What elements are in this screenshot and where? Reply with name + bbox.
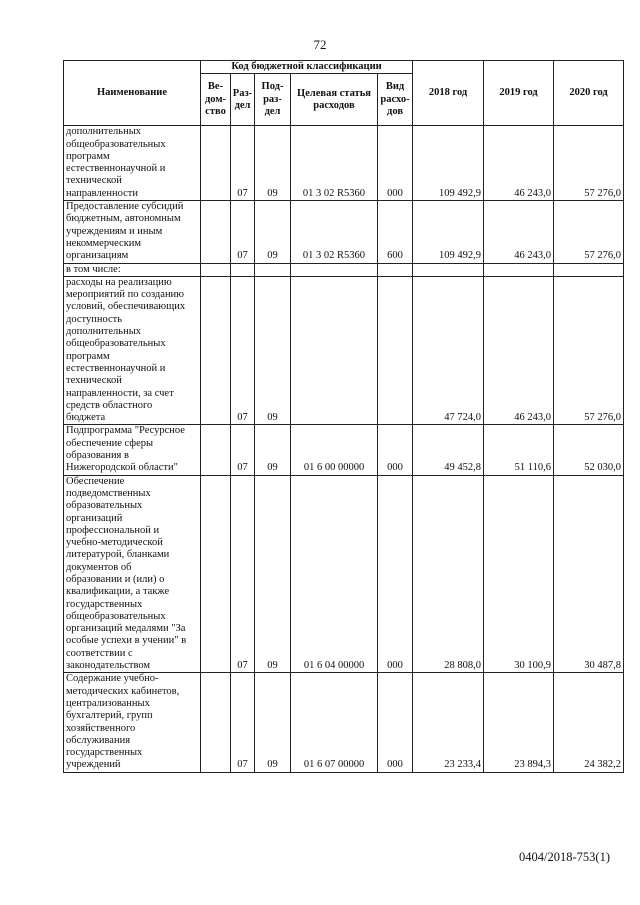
row-vid: 000 <box>378 475 413 673</box>
table-row <box>64 126 624 201</box>
row-ved <box>201 673 231 772</box>
row-2020: 30 487,8 <box>554 475 624 673</box>
row-ved <box>201 276 231 425</box>
row-2019: 46 243,0 <box>484 126 554 201</box>
budget-table <box>63 60 624 773</box>
row-razdel: 07 <box>231 126 255 201</box>
row-2019 <box>484 263 554 276</box>
row-2018 <box>413 263 484 276</box>
row-2019: 30 100,9 <box>484 475 554 673</box>
row-podrazdel: 09 <box>255 126 291 201</box>
row-2019: 51 110,6 <box>484 425 554 475</box>
row-celevaya: 01 6 00 00000 <box>291 425 378 475</box>
row-2018: 109 492,9 <box>413 126 484 201</box>
row-celevaya <box>291 276 378 425</box>
table-row <box>64 475 624 673</box>
row-razdel <box>231 263 255 276</box>
row-2018: 47 724,0 <box>413 276 484 425</box>
row-ved <box>201 425 231 475</box>
row-ved <box>201 126 231 201</box>
row-razdel: 07 <box>231 201 255 263</box>
row-razdel: 07 <box>231 475 255 673</box>
table-header <box>64 61 624 126</box>
row-2018: 49 452,8 <box>413 425 484 475</box>
header-vid: Вид расхо- дов <box>378 74 413 126</box>
row-podrazdel: 09 <box>255 475 291 673</box>
row-vid: 600 <box>378 201 413 263</box>
header-name: Наименование <box>64 61 201 126</box>
row-ved <box>201 201 231 263</box>
row-name: дополнительных общеобразовательных программ естественнонаучной и технической направленности <box>64 126 201 201</box>
row-celevaya: 01 3 02 R5360 <box>291 126 378 201</box>
header-razdel: Раз- дел <box>231 74 255 126</box>
page-number: 72 <box>313 37 327 52</box>
row-name: расходы на реализацию мероприятий по созданию условий, обеспечивающих доступность дополнительных общеобразовательных программ естественнонаучной и технической направленности, за счет средств областного бюджета <box>64 276 201 425</box>
table-row <box>64 425 624 475</box>
row-vid: 000 <box>378 126 413 201</box>
row-vid <box>378 276 413 425</box>
row-name: в том числе: <box>64 263 201 276</box>
row-name: Содержание учебно- методических кабинетов, централизованных бухгалтерий, групп хозяйственного обслуживания государственных учреждений <box>64 673 201 772</box>
row-2020: 57 276,0 <box>554 276 624 425</box>
header-podrazdel: Под- раз- дел <box>255 74 291 126</box>
row-2019: 46 243,0 <box>484 276 554 425</box>
row-2020: 57 276,0 <box>554 126 624 201</box>
table-row <box>64 263 624 276</box>
row-podrazdel: 09 <box>255 276 291 425</box>
row-2018: 109 492,9 <box>413 201 484 263</box>
row-ved <box>201 475 231 673</box>
header-2019: 2019 год <box>484 61 554 126</box>
header-celevaya: Целевая статья расходов <box>291 74 378 126</box>
row-name: Обеспечение подведомственных образовательных организаций профессиональной и учебно-методической литературой, бланками документов об образовании и (или) о квалификации, а также государственных общеобразовательных организаций медалями "За особые успехи в учении" в соответствии с законодательством <box>64 475 201 673</box>
table-row <box>64 673 624 772</box>
row-2019: 23 894,3 <box>484 673 554 772</box>
row-ved <box>201 263 231 276</box>
document-code: 0404/2018-753(1) <box>519 850 610 864</box>
table-row <box>64 201 624 263</box>
row-celevaya <box>291 263 378 276</box>
table-row <box>64 276 624 425</box>
header-2018: 2018 год <box>413 61 484 126</box>
row-name: Предоставление субсидий бюджетным, автономным учреждениям и иным некоммерческим организациям <box>64 201 201 263</box>
row-vid <box>378 263 413 276</box>
table-body <box>64 126 624 772</box>
row-razdel: 07 <box>231 276 255 425</box>
row-2018: 28 808,0 <box>413 475 484 673</box>
row-vid: 000 <box>378 425 413 475</box>
header-2020: 2020 год <box>554 61 624 126</box>
row-podrazdel: 09 <box>255 201 291 263</box>
row-2020: 57 276,0 <box>554 201 624 263</box>
row-razdel: 07 <box>231 673 255 772</box>
row-2020: 52 030,0 <box>554 425 624 475</box>
row-celevaya: 01 6 04 00000 <box>291 475 378 673</box>
row-2019: 46 243,0 <box>484 201 554 263</box>
row-razdel: 07 <box>231 425 255 475</box>
row-podrazdel: 09 <box>255 673 291 772</box>
row-2018: 23 233,4 <box>413 673 484 772</box>
row-celevaya: 01 3 02 R5360 <box>291 201 378 263</box>
row-name: Подпрограмма "Ресурсное обеспечение сферы образования в Нижегородской области" <box>64 425 201 475</box>
row-vid: 000 <box>378 673 413 772</box>
row-2020 <box>554 263 624 276</box>
header-ved: Ве- дом- ство <box>201 74 231 126</box>
row-2020: 24 382,2 <box>554 673 624 772</box>
row-celevaya: 01 6 07 00000 <box>291 673 378 772</box>
row-podrazdel <box>255 263 291 276</box>
header-kbk: Код бюджетной классификации <box>201 61 413 74</box>
row-podrazdel: 09 <box>255 425 291 475</box>
